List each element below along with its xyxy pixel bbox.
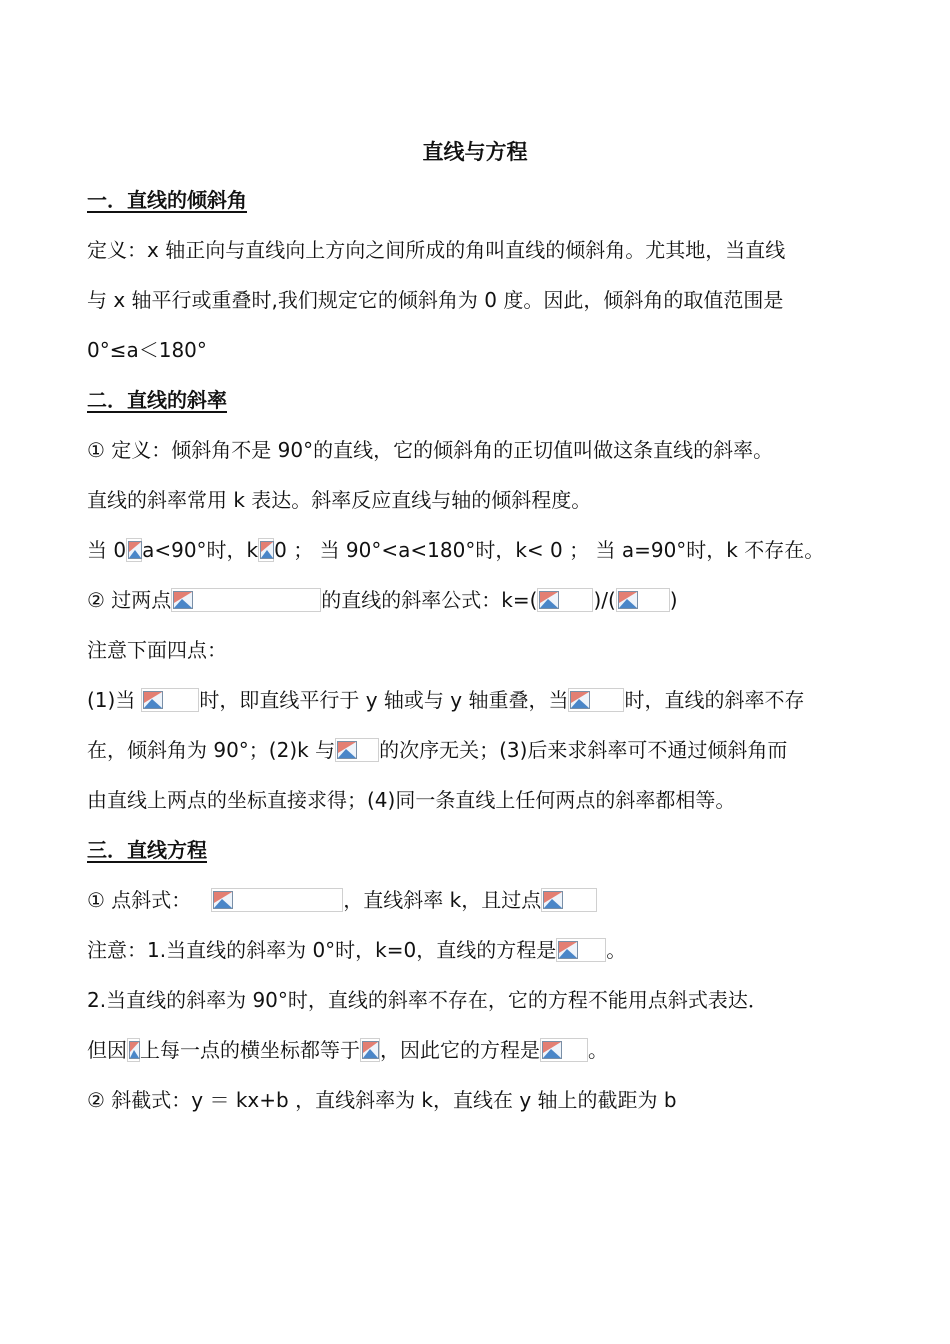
broken-image-icon: [127, 1038, 140, 1062]
section-heading-2: 二．直线的斜率: [87, 388, 227, 412]
text-run: 的次序无关；(3)后来求斜率可不通过倾斜角而: [379, 738, 788, 762]
paragraph-line: 注意下面四点：: [87, 638, 227, 662]
text-run: ): [669, 588, 678, 612]
broken-image-icon: [258, 538, 274, 562]
text-run: ，直线斜率 k，且过点: [343, 888, 542, 912]
formula-image-icon: [541, 888, 597, 912]
paragraph-line: 直线的斜率常用 k 表达。斜率反应直线与轴的倾斜程度。: [87, 488, 592, 512]
text-run: ② 过两点: [87, 588, 172, 612]
paragraph-line: 定义：x 轴正向与直线向上方向之间所成的角叫直线的倾斜角。尤其地，当直线: [87, 238, 786, 262]
paragraph-line: [87, 886, 597, 914]
paragraph-line: [87, 686, 804, 714]
formula-image-icon: [556, 938, 606, 962]
paragraph-line: [87, 1036, 608, 1064]
text-run: 在，倾斜角为 90°；(2)k 与: [87, 738, 336, 762]
formula-image-icon: [568, 688, 624, 712]
paragraph-line: [87, 736, 787, 764]
formula-image-icon: [335, 738, 379, 762]
formula-image-icon: [211, 888, 343, 912]
text-run: 0 ； 当 90°<a<180°时，k< 0 ； 当 a=90°时，k 不存在。: [274, 538, 825, 562]
text-run: 的直线的斜率公式：k=(: [321, 588, 538, 612]
text-run: ，因此它的方程是: [380, 1038, 540, 1062]
text-run: 时，直线的斜率不存: [624, 688, 805, 712]
paragraph-line: 与 x 轴平行或重叠时,我们规定它的倾斜角为 0 度。因此，倾斜角的取值范围是: [87, 288, 784, 312]
broken-image-icon: [126, 538, 142, 562]
paragraph-line: 2.当直线的斜率为 90°时，直线的斜率不存在，它的方程不能用点斜式表达．: [87, 988, 768, 1012]
text-run: a<90°时，k: [142, 538, 259, 562]
formula-image-icon: [616, 588, 670, 612]
paragraph-line: [87, 586, 678, 614]
text-run: 时，即直线平行于 y 轴或与 y 轴重叠，当: [199, 688, 569, 712]
paragraph-line: [87, 936, 626, 964]
formula-image-icon: [540, 1038, 588, 1062]
paragraph-line: [87, 536, 824, 564]
paragraph-line: 0°≤a＜180°: [87, 338, 207, 362]
text-run: 。: [588, 1038, 608, 1062]
broken-image-icon: [360, 1038, 380, 1062]
text-run: ① 点斜式：: [87, 888, 192, 912]
text-run: 注意：1.当直线的斜率为 0°时，k=0，直线的方程是: [87, 938, 557, 962]
document-title: 直线与方程: [422, 140, 528, 164]
text-run: (1)当: [87, 688, 136, 712]
formula-image-icon: [171, 588, 321, 612]
paragraph-line: ② 斜截式：y ＝ kx+b ，直线斜率为 k，直线在 y 轴上的截距为 b: [87, 1088, 677, 1112]
section-heading-3: 三．直线方程: [87, 838, 207, 862]
paragraph-line: ① 定义：倾斜角不是 90°的直线，它的倾斜角的正切值叫做这条直线的斜率。: [87, 438, 774, 462]
section-heading-1: 一．直线的倾斜角: [87, 188, 247, 212]
formula-image-icon: [537, 588, 593, 612]
paragraph-line: 由直线上两点的坐标直接求得；(4)同一条直线上任何两点的斜率都相等。: [87, 788, 736, 812]
text-run: 上每一点的横坐标都等于: [140, 1038, 360, 1062]
text-run: )/(: [593, 588, 616, 612]
formula-image-icon: [141, 688, 199, 712]
text-run: 当 0: [87, 538, 127, 562]
text-run: 但因: [87, 1038, 127, 1062]
text-run: 。: [606, 938, 627, 962]
